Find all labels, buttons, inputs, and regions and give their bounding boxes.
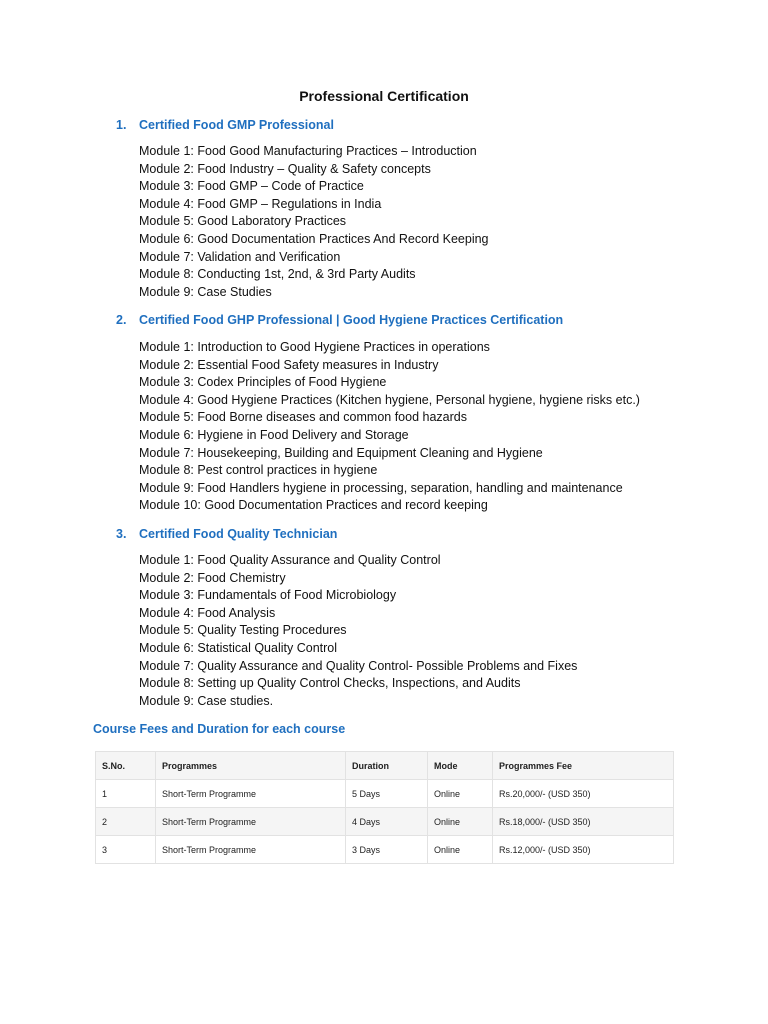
module-list-gmp bbox=[139, 143, 489, 301]
module-item: Module 1: Food Good Manufacturing Practices – Introduction bbox=[139, 144, 477, 158]
cell-fee: Rs.18,000/- (USD 350) bbox=[493, 808, 674, 836]
course-number: 3. bbox=[116, 527, 127, 541]
cell-duration: 3 Days bbox=[346, 836, 428, 864]
module-item: Module 8: Setting up Quality Control Checks, Inspections, and Audits bbox=[139, 676, 521, 691]
module-item: Module 8: Conducting 1st, 2nd, & 3rd Party Audits bbox=[139, 267, 416, 282]
table-header-row bbox=[96, 752, 674, 780]
module-item: Module 7: Validation and Verification bbox=[139, 249, 341, 264]
module-item: Module 7: Housekeeping, Building and Equipment Cleaning and Hygiene bbox=[139, 445, 543, 460]
module-item: Module 7: Quality Assurance and Quality Control- Possible Problems and Fixes bbox=[139, 658, 578, 673]
table-row bbox=[96, 780, 674, 808]
module-item: Module 4: Food Analysis bbox=[139, 605, 276, 620]
cell-sno: 2 bbox=[96, 808, 156, 836]
module-item: Module 4: Food GMP – Regulations in India bbox=[139, 196, 382, 211]
module-item: Module 3: Codex Principles of Food Hygiene bbox=[139, 375, 387, 390]
module-item: Module 2: Food Chemistry bbox=[139, 570, 286, 585]
course-name: Certified Food GMP Professional bbox=[139, 118, 334, 132]
cell-fee: Rs.20,000/- (USD 350) bbox=[493, 780, 674, 808]
course-number: 2. bbox=[116, 313, 127, 327]
course-heading-gmp bbox=[116, 117, 334, 134]
cell-sno: 3 bbox=[96, 836, 156, 864]
module-item: Module 6: Good Documentation Practices And Record Keeping bbox=[139, 231, 489, 246]
module-list-ghp bbox=[139, 339, 640, 515]
course-name: Certified Food Quality Technician bbox=[139, 527, 338, 541]
course-number: 1. bbox=[116, 118, 127, 132]
module-item: Module 10: Good Documentation Practices and record keeping bbox=[139, 498, 488, 513]
module-item: Module 6: Statistical Quality Control bbox=[139, 640, 338, 655]
cell-sno: 1 bbox=[96, 780, 156, 808]
module-item: Module 1: Introduction to Good Hygiene Practices in operations bbox=[139, 340, 490, 354]
module-list-quality bbox=[139, 552, 577, 710]
fees-table bbox=[95, 751, 674, 864]
cell-fee: Rs.12,000/- (USD 350) bbox=[493, 836, 674, 864]
module-item: Module 9: Food Handlers hygiene in processing, separation, handling and maintenance bbox=[139, 480, 623, 495]
module-item: Module 5: Quality Testing Procedures bbox=[139, 623, 347, 638]
page-title: Professional Certification bbox=[299, 88, 469, 104]
module-item: Module 3: Fundamentals of Food Microbiology bbox=[139, 588, 397, 603]
cell-programme: Short-Term Programme bbox=[156, 808, 346, 836]
cell-programme: Short-Term Programme bbox=[156, 780, 346, 808]
column-header-mode: Mode bbox=[428, 752, 493, 780]
module-item: Module 2: Food Industry – Quality & Safety concepts bbox=[139, 161, 431, 176]
cell-duration: 5 Days bbox=[346, 780, 428, 808]
cell-mode: Online bbox=[428, 836, 493, 864]
table-row bbox=[96, 808, 674, 836]
column-header-sno: S.No. bbox=[96, 752, 156, 780]
module-item: Module 5: Food Borne diseases and common food hazards bbox=[139, 410, 467, 425]
module-item: Module 2: Essential Food Safety measures in Industry bbox=[139, 357, 439, 372]
module-item: Module 8: Pest control practices in hygiene bbox=[139, 463, 378, 478]
table-row bbox=[96, 836, 674, 864]
module-item: Module 4: Good Hygiene Practices (Kitchen hygiene, Personal hygiene, hygiene risks etc.) bbox=[139, 392, 640, 407]
cell-mode: Online bbox=[428, 808, 493, 836]
cell-programme: Short-Term Programme bbox=[156, 836, 346, 864]
cell-duration: 4 Days bbox=[346, 808, 428, 836]
module-item: Module 9: Case studies. bbox=[139, 693, 274, 708]
course-heading-quality bbox=[116, 526, 337, 543]
course-name: Certified Food GHP Professional | Good Hygiene Practices Certification bbox=[139, 313, 564, 327]
module-item: Module 9: Case Studies bbox=[139, 284, 272, 299]
module-item: Module 6: Hygiene in Food Delivery and Storage bbox=[139, 427, 409, 442]
fees-heading: Course Fees and Duration for each course bbox=[93, 722, 346, 736]
module-item: Module 3: Food GMP – Code of Practice bbox=[139, 179, 364, 194]
column-header-fee: Programmes Fee bbox=[493, 752, 674, 780]
module-item: Module 5: Good Laboratory Practices bbox=[139, 214, 347, 229]
column-header-duration: Duration bbox=[346, 752, 428, 780]
module-item: Module 1: Food Quality Assurance and Quality Control bbox=[139, 553, 441, 567]
course-heading-ghp bbox=[116, 312, 563, 329]
cell-mode: Online bbox=[428, 780, 493, 808]
column-header-programmes: Programmes bbox=[156, 752, 346, 780]
